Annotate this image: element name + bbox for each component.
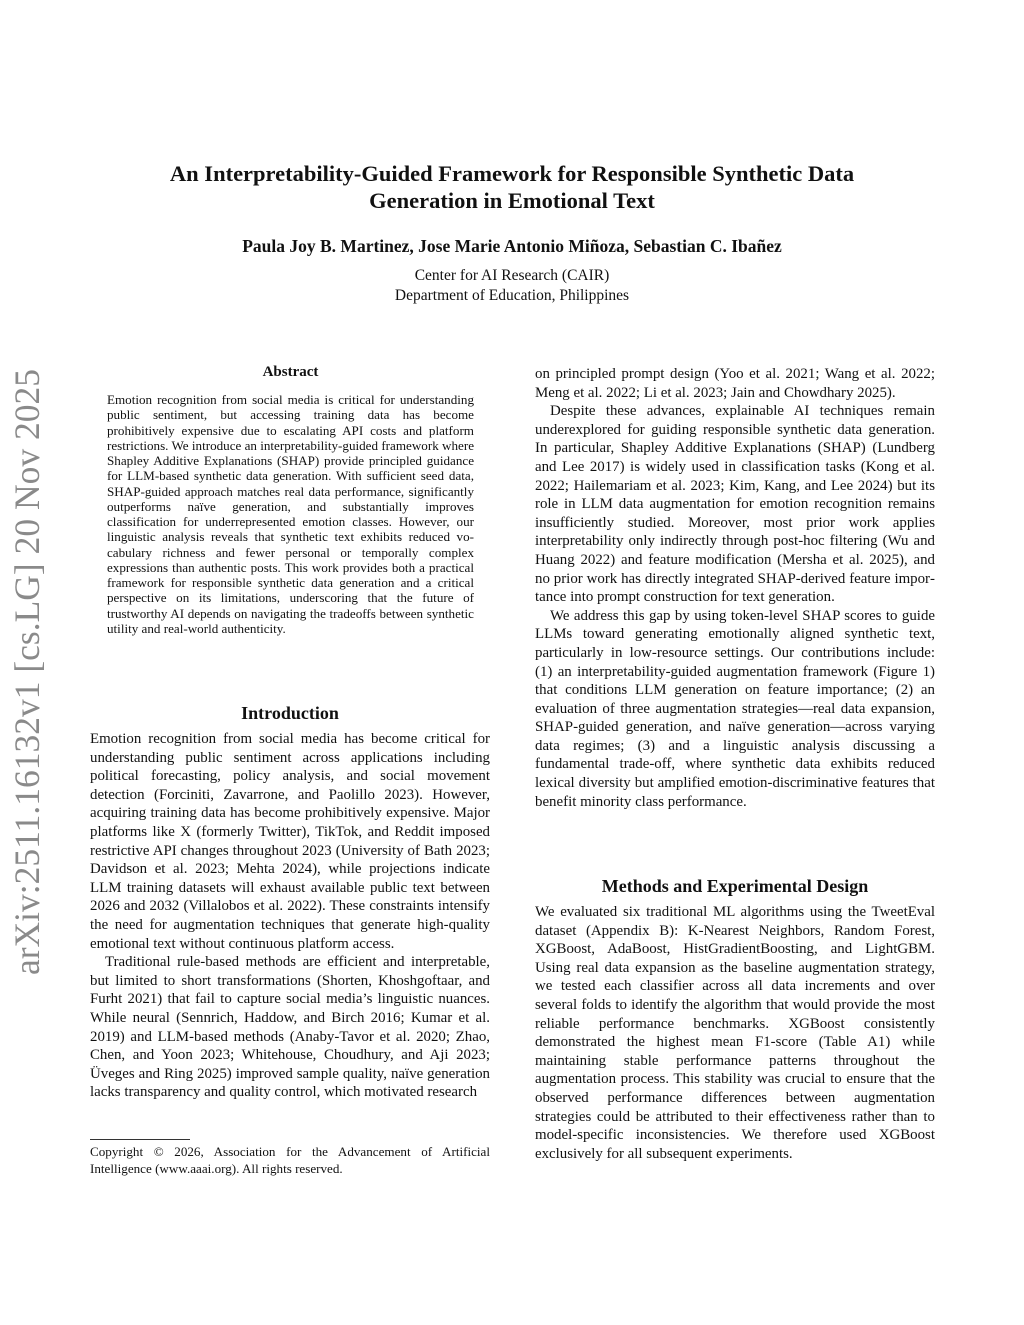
abstract-heading: Abstract bbox=[262, 364, 319, 380]
introduction-body bbox=[90, 730, 490, 1102]
title-line-2: Generation in Emotional Text bbox=[369, 188, 655, 213]
title-line-1: An Interpretability-Guided Framework for Responsible Synthetic Data bbox=[169, 161, 855, 186]
copyright-footnote: Copyright © 2026, Association for the Advancement of Artificial Intelligence (www.aaai.org). All rights reserved. bbox=[90, 1144, 490, 1176]
introduction-heading: Introduction bbox=[241, 703, 339, 723]
footnote-divider bbox=[90, 1139, 190, 1140]
affiliation-line-2: Department of Education, Philippines bbox=[394, 287, 630, 304]
author-list: Paula Joy B. Martinez, Jose Marie Antonio Miñoza, Sebastian C. Ibañez bbox=[242, 236, 782, 256]
right-paragraph-2: Despite these advances, explainable AI techniques remain underexplored for guiding responsible synthetic data generation. In particular, Shapley Additive Explanations (SHAP) (Lundberg and Lee 2017) is widely used in classification tasks (Kong et al. 2022; Hailemariam et al. 2023; Kim, Kang, and Lee 2024) but its role in LLM data augmentation for emotion recognition remains insufficiently studied. Moreover, most prior work applies interpretability only indirectly through post-hoc filtering (Wu and Huang 2022) and feature modification (Mersha et al. 2025), and no prior work has directly integrated SHAP-derived feature importance into prompt construction for text generation. bbox=[535, 403, 935, 606]
introduction-paragraph-2: Traditional rule-based methods are efficient and interpretable, but limited to short transformations (Shorten, Khoshgoftaar, and Furht 2021) that fail to capture social media’s linguistic nuances. While neural (Sennrich, Haddow, and Birch 2016; Kumar et al. 2019) and LLM-based methods (Anaby-Tavor et al. 2020; Zhao, Chen, and Yoon 2023; Whitehouse, Choudhury, and Aji 2023; Üveges and Ring 2025) improved sample quality, naïve generation lacks transparency and quality control, which motivated research bbox=[90, 954, 490, 1101]
methods-body bbox=[535, 903, 935, 1163]
right-paragraph-3: We address this gap by using token-level SHAP scores to guide LLMs toward generating emotionally aligned synthetic text, particularly in low-resource settings. Our contributions include: (1) an interpretability-guided augmentation framework (Figure 1) that conditions LLM generation on feature importance; (2) an evaluation of three augmentation strategies—real data expansion, SHAP-guided generation, and naïve generation—across varying data regimes; (3) and a linguistic analysis discussing a fundamental trade-off, where synthetic data exhibits reduced lexical diversity but amplified emotion-discriminative features that benefit minority class performance. bbox=[535, 607, 935, 810]
methods-heading: Methods and Experimental Design bbox=[601, 876, 869, 896]
affiliation bbox=[90, 266, 934, 306]
affiliation-line-1: Center for AI Research (CAIR) bbox=[414, 267, 610, 284]
right-column-body bbox=[535, 365, 935, 811]
introduction-paragraph-1: Emotion recognition from social media has become critical for understanding public sentiment across applications including political forecasting, policy analysis, and social movement detection (Forciniti, Zavarrone, and Paolillo 2023). However, acquiring training data has become prohibitively expensive. Major platforms like X (formerly Twitter), TikTok, and Reddit imposed restrictive API changes throughout 2023 (University of Bath 2023; Davidson et al. 2023; Mehta 2024), while projections indicate LLM training datasets will exhaust available public text between 2026 and 2032 (Villalobos et al. 2022). These constraints intensify the need for augmentation techniques that generate high-quality emotional text without continuous platform access. bbox=[90, 731, 490, 952]
continued-paragraph: on principled prompt design (Yoo et al. 2021; Wang et al. 2022; Meng et al. 2022; Li et al. 2023; Jain and Chowdhary 2025). bbox=[535, 366, 935, 401]
paper-title bbox=[90, 160, 934, 214]
abstract-text: Emotion recognition from social media is critical for understanding public sentiment, but accessing training data has become prohibitively expensive due to escalating API costs and platform restrictions. We introduce an interpretability-guided framework where Shapley Additive Explanations (SHAP) provide principled guidance for LLM-based synthetic data generation. With sufficient seed data, SHAP-guided approach matches real data performance, significantly outperforms naïve generation, and substantially improves classification for underrepresented emotion classes. However, our linguistic analysis reveals that synthetic text exhibits reduced vocabulary richness and fewer personal or temporally complex expressions than authentic posts. This work provides both a practical framework for responsible synthetic data generation and a critical perspective on its limitations, underscoring that the future of trustworthy AI depends on navigating the tradeoffs between synthetic utility and real-world authenticity. bbox=[107, 392, 475, 636]
methods-paragraph-1: We evaluated six traditional ML algorithms using the TweetEval dataset (Appendix B): K-Nearest Neighbors, Random Forest, XGBoost, AdaBoost, HistGradientBoosting, and LightGBM. Using real data expansion as the baseline augmentation strategy, we tested each classifier across all data increments and over several folds to identify the algorithm that would provide the most reliable performance benchmarks. XGBoost consistently demonstrated the highest mean F1-score (Table A1) while maintaining stable performance patterns throughout the augmentation process. This stability was crucial to ensure that the observed performance differences between augmentation strategies could be attributed to their effectiveness rather than to model-specific inconsistencies. We therefore used XGBoost exclusively for all subsequent experiments. bbox=[535, 904, 935, 1162]
arxiv-identifier: arXiv:2511.16132v1 [cs.LG] 20 Nov 2025 bbox=[7, 368, 47, 976]
